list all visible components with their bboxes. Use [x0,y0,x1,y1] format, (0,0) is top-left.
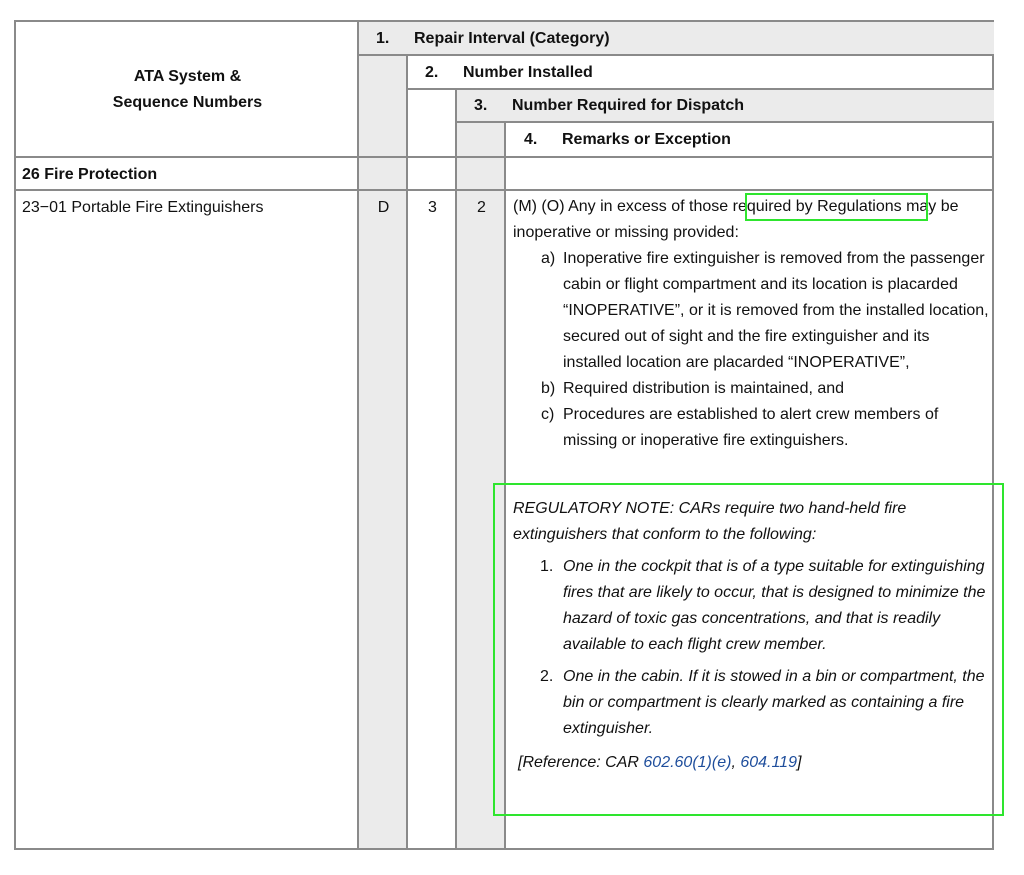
item-name: 23−01 Portable Fire Extinguishers [22,199,264,216]
remarks-intro: (M) (O) Any in excess of those required by Regulations may be inoperative or missing provided: [513,198,959,241]
conditions-list [513,246,991,454]
col1-label: Repair Interval (Category) [414,30,610,47]
list-item: 1. One in the cockpit that is of a type suitable for extinguishing fires that are likely to occur, that is designed to minimize the hazard of toxic gas concentrations, and that is readily available to each flight crew member. [540,558,986,653]
list-item: 2. One in the cabin. If it is stowed in a bin or compartment, the bin or compartment is clearly marked as containing a fire extinguisher. [540,668,985,737]
divider [357,22,359,848]
list-item: b) Required distribution is maintained, and [541,380,845,397]
divider [406,88,994,90]
remarks [513,194,991,454]
col4-label: Remarks or Exception [562,131,731,148]
section-title: 26 Fire Protection [22,166,158,183]
note-list [513,554,991,742]
reference: [Reference: CAR 602.60(1)(e), 604.119] [518,754,802,771]
ata-header-line2: Sequence Numbers [112,94,263,111]
col3-number: 3. [474,97,488,114]
remarks-highlight: required by Regulations [732,198,902,215]
divider [357,54,994,56]
reference-link-1[interactable]: 602.60(1)(e) [643,754,732,771]
col4-number: 4. [524,131,538,148]
reference-link-2[interactable]: 604.119 [740,754,797,771]
repair-category: D [377,199,390,216]
col3-label: Number Required for Dispatch [512,97,745,114]
divider [455,121,994,123]
mel-table [14,20,994,850]
list-item: a) Inoperative fire extinguisher is removed from the passenger cabin or flight compartment and its location is placarded “INOPERATIVE”, or it is removed from the installed location, secured out of sight and the fire extinguisher and its installed location are placarded “INOPERATIVE”, [541,250,989,371]
regulatory-note [513,496,991,776]
col2-number: 2. [425,64,439,81]
number-installed: 3 [428,199,437,216]
divider [406,56,408,848]
ata-header [16,64,359,116]
col1-number: 1. [376,30,390,47]
divider [16,189,994,191]
number-required: 2 [477,199,486,216]
list-item: c) Procedures are established to alert crew members of missing or inoperative fire extinguishers. [541,406,939,449]
divider [504,123,506,848]
note-intro: REGULATORY NOTE: CARs require two hand-held fire extinguishers that conform to the following: [513,500,907,543]
col2-label: Number Installed [463,64,593,81]
ata-header-line1: ATA System & [133,68,242,85]
col1-shade [359,22,408,848]
divider [16,156,994,158]
